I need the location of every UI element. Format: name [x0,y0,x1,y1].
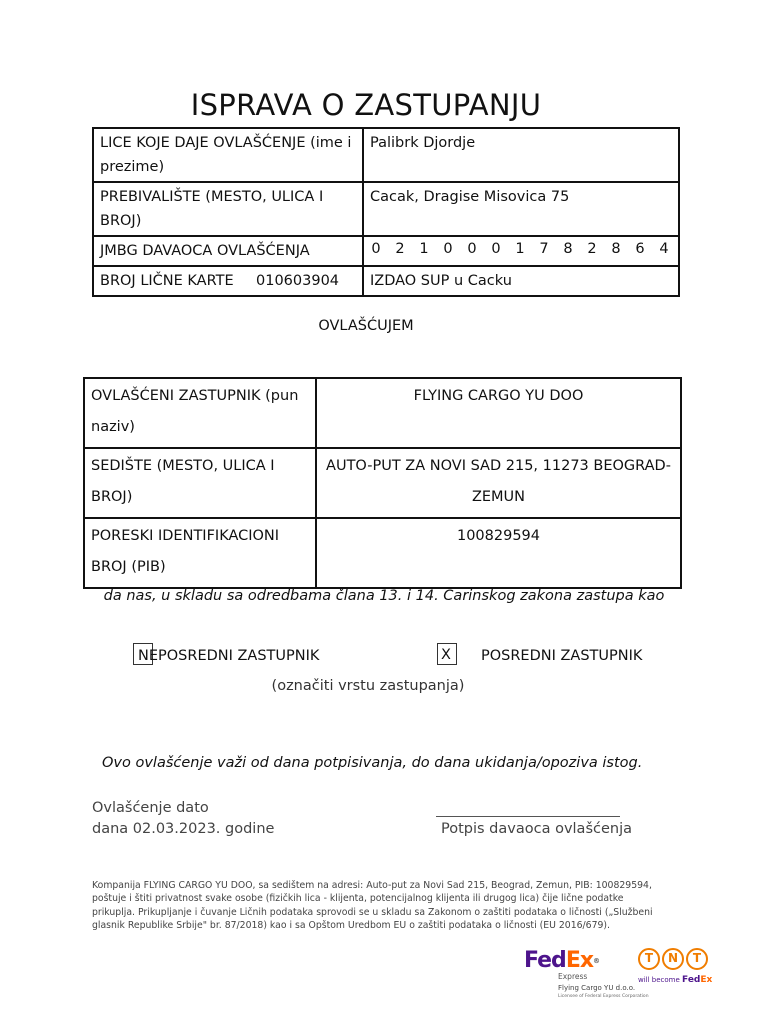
residence-value: Cacak, Dragise Misovica 75 [363,182,679,236]
tnt-ex-text: Ex [700,975,713,985]
tnt-fed-text: Fed [682,975,701,985]
representative-name-value: FLYING CARGO YU DOO [316,378,681,448]
jmbg-digit: 0 [443,241,453,257]
jmbg-digit: 0 [467,241,477,257]
jmbg-digits [364,237,678,261]
fedex-company-text: Flying Cargo YU d.o.o. [558,984,636,992]
table-row [93,236,679,266]
table-row [93,182,679,236]
fedex-ex-text: Ex [565,948,594,973]
date-line-2: dana 02.03.2023. godine [92,821,275,837]
fedex-licensee-text: Licensee of Federal Express Corporation [558,994,649,999]
table-row [93,128,679,182]
validity-text: Ovo ovlašćenje važi od dana potpisivanja, do dana ukidanja/opoziva istog. [102,755,643,771]
representative-name-label: OVLAŠĆENI ZASTUPNIK (pun naziv) [84,378,316,448]
table-row [93,266,679,296]
table-row [84,378,681,448]
tnt-circles: T N T [638,948,718,970]
residence-label: PREBIVALIŠTE (MESTO, ULICA I BROJ) [93,182,363,236]
jmbg-digit: 2 [587,241,597,257]
jmbg-label: JMBG DAVAOCA OVLAŠĆENJA [93,236,363,266]
fedex-fed-text: Fed [524,948,566,973]
issued-by-value: IZDAO SUP u Cacku [363,266,679,296]
direct-representative-label: NEPOSREDNI ZASTUPNIK [138,648,320,664]
jmbg-digit: 1 [419,241,429,257]
indirect-mark: X [441,647,451,663]
id-card-value: 010603904 [256,273,340,289]
seat-value: AUTO-PUT ZA NOVI SAD 215, 11273 BEOGRAD-ZEMUN [316,448,681,518]
jmbg-digit: 6 [635,241,645,257]
authorize-heading: OVLAŠĆUJEM [318,318,414,334]
jmbg-digit: 0 [371,241,381,257]
tnt-logo [638,948,718,985]
jmbg-digit: 8 [611,241,621,257]
jmbg-digit: 7 [539,241,549,257]
date-line-1: Ovlašćenje dato [92,800,209,816]
statement-text: da nas, u skladu sa odredbama člana 13. i 14. Carinskog zakona zastupa kao [103,588,665,604]
grantor-table [92,127,680,297]
options-hint: (označiti vrstu zastupanja) [271,678,465,694]
indirect-representative-checkbox[interactable] [437,643,457,665]
document-title: ISPRAVA O ZASTUPANJU [190,88,542,122]
jmbg-digit: 2 [395,241,405,257]
fedex-express-text: Express [558,972,588,981]
jmbg-digit: 1 [515,241,525,257]
seat-label: SEDIŠTE (MESTO, ULICA I BROJ) [84,448,316,518]
representative-table [83,377,682,589]
jmbg-digit: 8 [563,241,573,257]
tnt-caption [638,975,718,985]
signature-line [436,816,620,817]
table-row [84,448,681,518]
jmbg-cell [363,236,679,266]
privacy-footer: Kompanija FLYING CARGO YU DOO, sa sedištem na adresi: Auto-put za Novi Sad 215, Beograd, Zemun, PIB: 100829594, poštuje i štiti privatnost svake osobe (fizičkih lica - klijenta, potencijalnog klijenta ili drugog lica) čije lične podatke prikuplja. Prikupljanje i čuvanje Ličnih podataka sprovodi se u skladu sa Zakonom o zaštiti podataka o ličnosti („Službeni glasnik Republike Srbije" br. 87/2018) kao i sa Opštom Uredbom EU o zaštiti podataka o ličnosti (EU 2016/679). [92,880,653,932]
grantor-name-label: LICE KOJE DAJE OVLAŠĆENJE (ime i prezime) [93,128,363,182]
jmbg-digit: 4 [659,241,669,257]
indirect-representative-label: POSREDNI ZASTUPNIK [481,648,643,664]
id-card-label: BROJ LIČNE KARTE [100,273,234,289]
id-card-cell [93,266,363,296]
signature-label: Potpis davaoca ovlašćenja [441,821,632,837]
table-row [84,518,681,588]
tnt-caption-text: will become [638,976,680,984]
grantor-name-value: Palibrk Djordje [363,128,679,182]
date-block [92,798,274,840]
jmbg-digit: 0 [491,241,501,257]
pib-label: PORESKI IDENTIFIKACIONI BROJ (PIB) [84,518,316,588]
pib-value: 100829594 [316,518,681,588]
fedex-logo: FedEx® Express Flying Cargo YU d.o.o. Licensee of Federal Express Corporation [524,948,649,999]
